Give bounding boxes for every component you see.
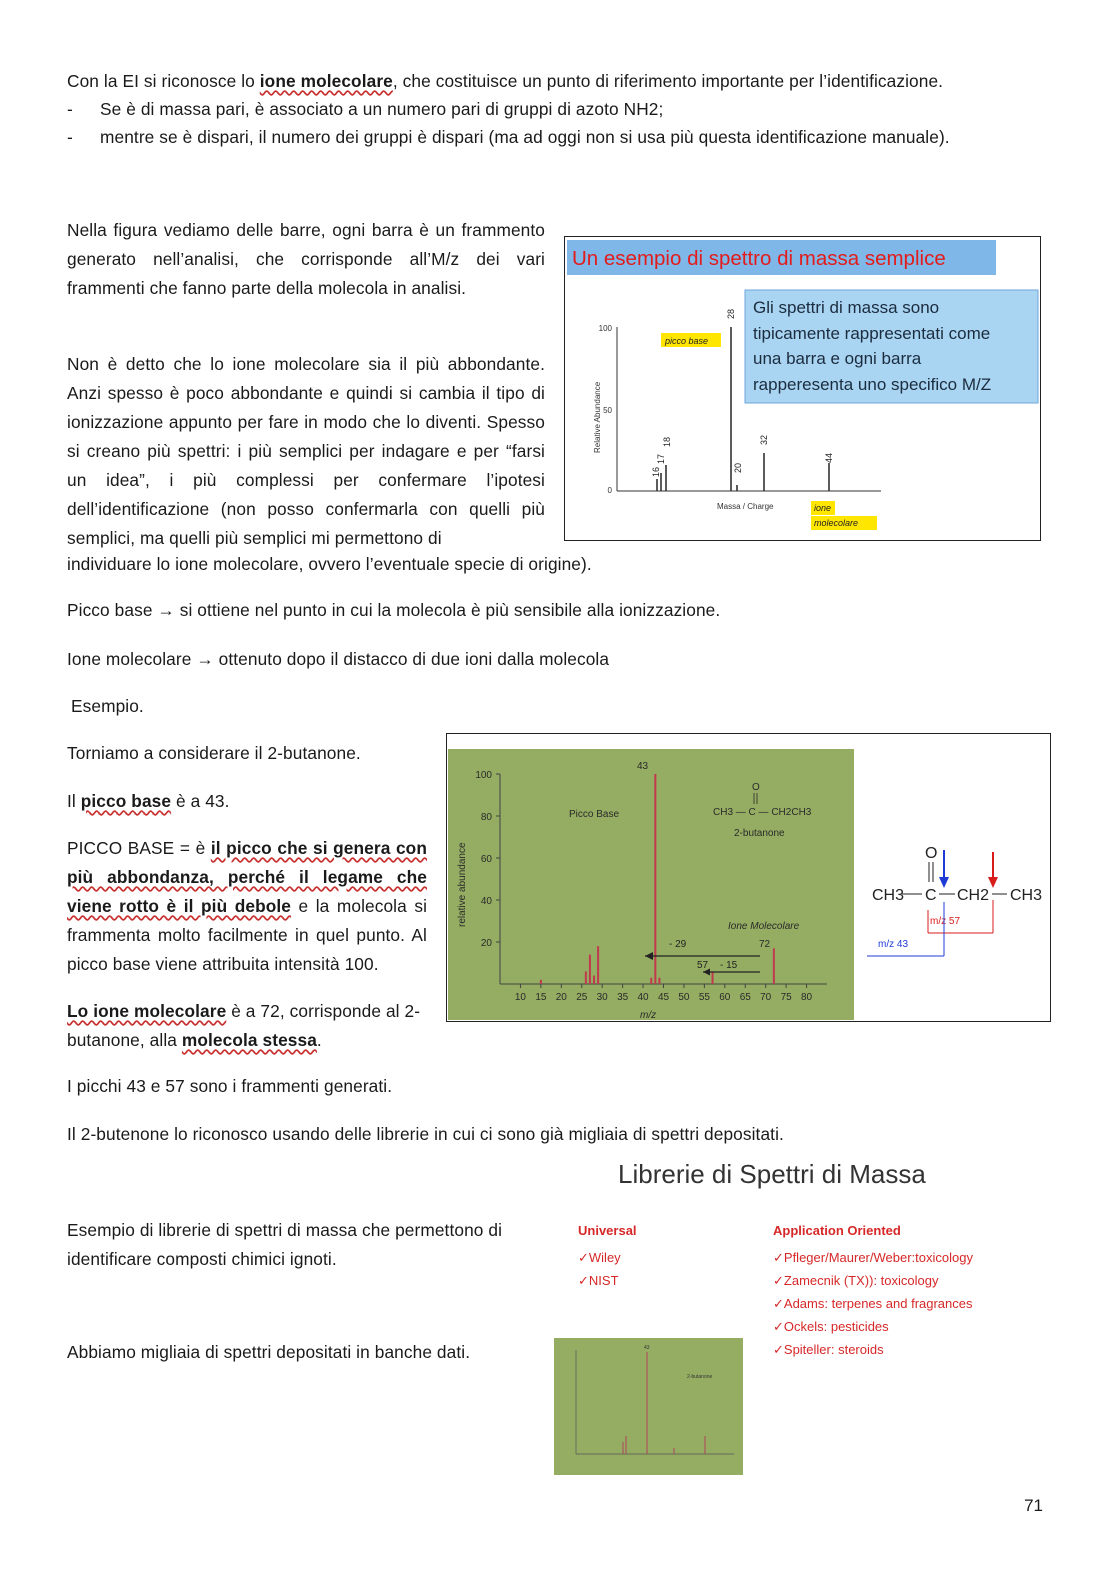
application-list <box>773 1246 973 1361</box>
spectrum-thumbnail <box>554 1338 743 1475</box>
butanone-name: 2-butanone <box>734 828 785 839</box>
ione-tag: ione <box>814 503 832 513</box>
library-item: ✓Zamecnik (TX)): toxicology <box>773 1273 939 1288</box>
bullet-odd-mass: mentre se è dispari, il numero dei gruppi è dispari (ma ad oggi non si usa più questa identificazione manuale). <box>100 127 950 147</box>
x-tick-label: 20 <box>555 992 567 1003</box>
butanone-spectrum-figure <box>446 733 1051 1022</box>
line-ione-molecolare-def: Ione molecolare → ottenuto dopo il distacco di due ioni dalla molecola <box>67 649 610 669</box>
universal-list <box>578 1246 621 1292</box>
line-fragments: I picchi 43 e 57 sono i frammenti generati. <box>67 1076 393 1096</box>
library-item: ✓Wiley <box>578 1250 621 1265</box>
bar-label-17: 17 <box>656 453 666 464</box>
butanone-formula: CH3 — C — CH2CH3 <box>713 807 812 818</box>
spectrum-title: Un esempio di spettro di massa semplice <box>572 247 946 270</box>
line-picco-base-def: Picco base → si ottiene nel punto in cui la molecola è più sensibile alla ionizzazione. <box>67 600 721 620</box>
loss-29-label: - 29 <box>669 939 687 950</box>
x-tick-label: 10 <box>514 992 526 1003</box>
y-tick-100: 100 <box>598 324 612 333</box>
line-library-example: Esempio di librerie di spettri di massa che permettono di identificare composti chimici ignoti. <box>67 1220 503 1269</box>
y-tick-0: 0 <box>607 486 612 495</box>
library-title: Librerie di Spettri di Massa <box>618 1159 926 1189</box>
y-tick-label: 100 <box>475 770 492 781</box>
picco-base-tag: picco base <box>665 336 709 346</box>
mz43-label: m/z 43 <box>878 939 909 950</box>
callout-text: Gli spettri di massa sono tipicamente rappresentati come una barra e ogni barra rapperesenta uno specifico M/Z <box>753 298 992 394</box>
y-tick-label: 20 <box>480 938 492 949</box>
y-tick-label: 60 <box>480 854 492 865</box>
x-tick-label: 60 <box>719 992 731 1003</box>
butanone-spectrum-svg <box>447 734 1050 1021</box>
library-item: ✓Pfleger/Maurer/Weber:toxicology <box>773 1250 973 1265</box>
peak-label-43: 43 <box>637 761 649 772</box>
x-tick-label: 35 <box>617 992 629 1003</box>
x-tick-label: 40 <box>637 992 649 1003</box>
y-tick-label: 40 <box>480 896 492 907</box>
thumb-peak-label: 43 <box>644 1345 650 1351</box>
bar-label-44: 44 <box>824 452 834 463</box>
thumbnail-svg <box>554 1338 743 1475</box>
struct-ch3-right: CH3 <box>1010 887 1043 904</box>
x-tick-label: 50 <box>678 992 690 1003</box>
simple-mass-spectrum-figure <box>564 236 1041 541</box>
ione-molecolare-label: Ione Molecolare <box>728 921 800 932</box>
bar-label-18: 18 <box>662 436 672 447</box>
line-butanone: Torniamo a considerare il 2-butanone. <box>67 743 361 763</box>
red-cut-arrowhead <box>988 877 998 888</box>
x-tick-label: 30 <box>596 992 608 1003</box>
x-tick-label: 45 <box>657 992 670 1003</box>
universal-heading: Universal <box>578 1223 637 1238</box>
peak-label-72: 72 <box>759 939 771 950</box>
bar-label-28: 28 <box>726 308 736 319</box>
picco-base-label: Picco Base <box>569 809 620 820</box>
line-picco-base-43: Il picco base è a 43. <box>67 791 230 811</box>
line-esempio: Esempio. <box>71 696 144 716</box>
label-57: 57 <box>697 960 709 971</box>
bullet-dash: - <box>67 127 73 147</box>
x-tick-label: 80 <box>801 992 813 1003</box>
application-heading: Application Oriented <box>773 1223 901 1238</box>
molecolare-tag: molecolare <box>814 518 859 528</box>
struct-c: C <box>925 887 937 904</box>
y-axis-label: Relative Abundance <box>593 381 602 453</box>
struct-o: O <box>925 845 938 862</box>
library-item: ✓NIST <box>578 1273 619 1288</box>
y-tick-50: 50 <box>603 406 612 415</box>
bullet-even-mass: Se è di massa pari, è associato a un numero pari di gruppi di azoto NH2; <box>100 99 664 119</box>
bar-label-32: 32 <box>759 434 769 445</box>
library-item: ✓Spiteller: steroids <box>773 1342 884 1357</box>
x-tick-label: 75 <box>780 992 792 1003</box>
paragraph-ione-72: Lo ione molecolare è a 72, corrisponde al 2-butanone, alla molecola stessa. <box>67 1001 421 1050</box>
loss-15-label: - 15 <box>720 960 738 971</box>
library-item: ✓Ockels: pesticides <box>773 1319 889 1334</box>
x-tick-label: 15 <box>535 992 547 1003</box>
struct-ch2: CH2 <box>957 887 990 904</box>
paragraph-molecular-ion-end: individuare lo ione molecolare, ovvero l’eventuale specie di origine). <box>67 554 592 574</box>
y-tick-label: 80 <box>480 812 492 823</box>
paragraph-figure-bars: Nella figura vediamo delle barre, ogni barra è un frammento generato nell’analisi, che corrisponde all’M/z dei vari frammenti che fanno parte della molecola in analisi. <box>67 220 545 298</box>
bar-label-16: 16 <box>651 466 661 477</box>
simple-spectrum-svg <box>565 237 1040 540</box>
bullet-dash: - <box>67 99 73 119</box>
x-tick-label: 65 <box>739 992 751 1003</box>
thumb-name: 2-butanone <box>687 1374 713 1380</box>
bar-label-20: 20 <box>733 462 743 473</box>
oxygen-atom: O <box>752 782 760 793</box>
x-axis-label: m/z <box>640 1010 657 1021</box>
library-item: ✓Adams: terpenes and fragrances <box>773 1296 973 1311</box>
struct-ch3-left: CH3 <box>872 887 905 904</box>
library-list-figure <box>560 1155 1040 1365</box>
line-library: Il 2-butenone lo riconosco usando delle librerie in cui ci sono già migliaia di spettri depositati. <box>67 1124 784 1144</box>
x-tick-label: 70 <box>760 992 772 1003</box>
intro-sentence: Con la EI si riconosce lo ione molecolare, che costituisce un punto di riferimento importante per l’identificazione. <box>67 71 944 91</box>
line-databank: Abbiamo migliaia di spettri depositati in banche dati. <box>67 1342 471 1362</box>
y-axis-label: relative abundance <box>457 842 468 927</box>
ione-molecolare-term: ione molecolare <box>259 71 393 91</box>
page-number: 71 <box>1024 1496 1043 1515</box>
blue-cut-arrowhead <box>939 877 949 888</box>
mz57-label: m/z 57 <box>930 916 961 927</box>
x-tick-label: 55 <box>698 992 710 1003</box>
paragraph-molecular-ion: Non è detto che lo ione molecolare sia il più abbondante. Anzi spesso è poco abbondante e quindi si cambia il tipo di ionizzazione appunto per fare in modo che lo diventi. Spesso si creano più spettri: i più semplici per indagare e per “farsi un idea”, i più complessi per confermare l’ipotesi dell’identificazione (non posso confermarla con quelli più semplici, ma quelli più semplici mi permettono di <box>67 354 545 548</box>
paragraph-picco-base-definition: PICCO BASE = è il picco che si genera con più abbondanza, perché il legame che viene rotto è il più debole e la molecola si frammenta molto facilmente in quel punto. Al picco base viene attribuita intensità 100. <box>67 838 428 974</box>
x-tick-label: 25 <box>576 992 588 1003</box>
x-axis-label: Massa / Charge <box>717 502 774 511</box>
